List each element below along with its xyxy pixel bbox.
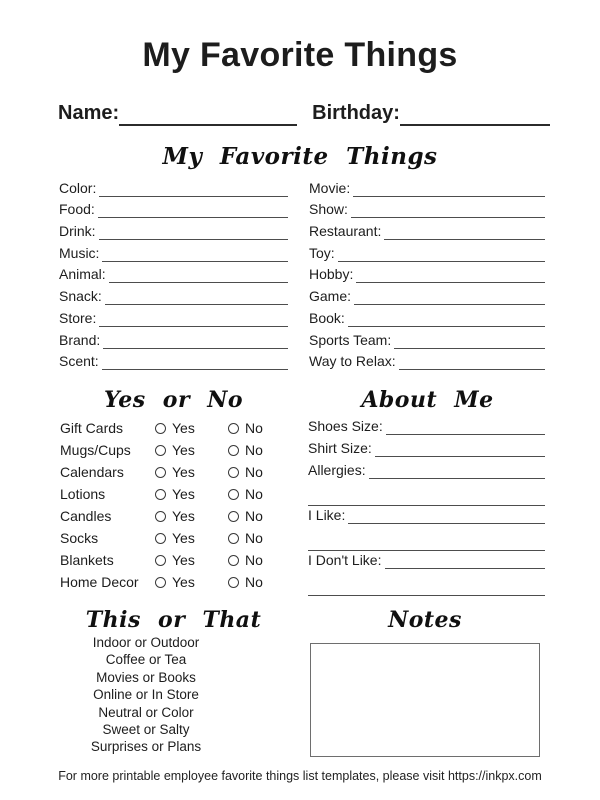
this-or-that-list [60,634,232,756]
field-label: Toy: [309,244,335,261]
field-label: Allergies: [308,462,366,478]
radio-icon[interactable] [228,577,239,588]
field-row [309,218,545,240]
yes-or-no-rows [60,417,288,593]
about-me-heading: About Me [361,387,494,413]
yes-no-row [60,483,288,505]
yes-label: Yes [172,574,195,590]
field-row [309,349,545,371]
field-row [59,327,288,349]
yes-option[interactable] [155,508,228,524]
radio-icon[interactable] [155,533,166,544]
field-label: Way to Relax: [309,353,396,370]
no-option[interactable] [228,552,288,568]
yes-label: Yes [172,420,195,436]
yes-label: Yes [172,442,195,458]
field-input-line[interactable] [99,218,288,240]
name-label: Name: [58,102,120,124]
this-or-that-item: Indoor or Outdoor [92,635,200,650]
field-input-line[interactable] [394,327,545,349]
yes-option[interactable] [155,442,228,458]
no-label: No [245,486,263,502]
yes-no-item-label: Gift Cards [60,420,124,436]
field-row [309,240,545,262]
field-label: Music: [59,244,100,261]
no-label: No [245,508,263,524]
no-label: No [245,442,263,458]
field-label: Shirt Size: [308,440,372,456]
no-label: No [245,420,263,436]
field-input-line[interactable] [99,305,288,327]
field-input-line[interactable] [375,439,545,457]
field-input-line[interactable] [98,197,288,219]
field-input-line[interactable] [348,506,545,524]
radio-icon[interactable] [228,511,239,522]
radio-icon[interactable] [155,423,166,434]
continuation-line[interactable] [308,488,545,506]
yes-no-item-label: Mugs/Cups [60,442,131,458]
yes-option[interactable] [155,464,228,480]
field-input-line[interactable] [353,175,545,197]
field-input-line[interactable] [105,283,288,305]
field-label: Sports Team: [309,331,392,348]
radio-icon[interactable] [228,489,239,500]
continuation-line[interactable] [308,578,545,596]
field-row [59,349,288,371]
this-or-that-item: Surprises or Plans [90,739,202,755]
field-row [309,283,545,305]
no-label: No [245,464,263,480]
about-me-rows [308,417,545,599]
field-input-line[interactable] [356,262,545,284]
field-label: Store: [59,309,97,326]
about-row [308,461,545,479]
this-or-that-item: Online or In Store [93,687,199,703]
field-label: Show: [309,201,348,218]
field-label: Game: [309,288,352,305]
field-label: Drink: [59,223,96,240]
field-input-line[interactable] [99,175,288,197]
field-row [309,305,545,327]
about-row [308,439,545,457]
about-row [308,506,545,524]
field-label: Hobby: [309,266,354,283]
field-label: Animal: [59,266,106,283]
this-or-that-item: Movies or Books [96,669,196,685]
field-row [59,240,288,262]
no-label: No [245,552,263,568]
yes-option[interactable] [155,552,228,568]
yes-no-item-label: Calendars [60,464,124,480]
field-input-line[interactable] [348,305,545,327]
field-input-line[interactable] [386,417,545,435]
field-label: Snack: [59,288,102,305]
radio-icon[interactable] [228,467,239,478]
radio-icon[interactable] [155,511,166,522]
field-input-line[interactable] [338,240,545,262]
field-row [59,218,288,240]
field-row [309,175,545,197]
no-option[interactable] [228,508,288,524]
yes-option[interactable] [155,574,228,590]
this-or-that-heading: This or That [85,607,262,633]
field-input-line[interactable] [354,283,545,305]
no-label: No [245,530,263,546]
yes-label: Yes [172,508,195,524]
favorites-left-column [59,175,288,370]
radio-icon[interactable] [155,467,166,478]
continuation-line[interactable] [308,533,545,551]
notes-box[interactable] [310,643,540,757]
yes-or-no-heading: Yes or No [103,387,244,413]
no-option[interactable] [228,420,288,436]
about-row [308,417,545,435]
field-label: I Don't Like: [308,552,382,568]
yes-label: Yes [172,464,195,480]
no-label: No [245,574,263,590]
yes-no-row [60,461,288,483]
birthday-input-line[interactable] [400,102,550,126]
yes-no-row [60,505,288,527]
yes-option[interactable] [155,486,228,502]
favorites-right-column [309,175,545,370]
yes-label: Yes [172,530,195,546]
about-row [308,551,545,569]
this-or-that-item: Neutral or Color [98,704,194,720]
field-label: Restaurant: [309,223,382,240]
radio-icon[interactable] [155,489,166,500]
this-or-that-item: Coffee or Tea [105,652,187,668]
no-option[interactable] [228,442,288,458]
notes-heading: Notes [388,607,462,633]
field-input-line[interactable] [369,461,545,479]
yes-option[interactable] [155,420,228,436]
yes-no-item-label: Blankets [60,552,114,568]
yes-no-row [60,417,288,439]
field-row [309,327,545,349]
field-label: Book: [309,309,345,326]
radio-icon[interactable] [228,555,239,566]
no-option[interactable] [228,464,288,480]
field-row [309,262,545,284]
birthday-label: Birthday: [312,102,400,124]
field-row [309,197,545,219]
yes-no-item-label: Lotions [60,486,106,502]
yes-label: Yes [172,486,195,502]
name-birthday-row [58,102,550,126]
radio-icon[interactable] [228,445,239,456]
field-row [59,262,288,284]
footer-note: For more printable employee favorite things list templates, please visit https://inkpx.com [58,769,542,783]
radio-icon[interactable] [155,445,166,456]
yes-no-row [60,571,288,593]
yes-no-row [60,527,288,549]
field-input-line[interactable] [109,262,288,284]
name-input-line[interactable] [119,102,297,126]
field-row [59,283,288,305]
this-or-that-item: Sweet or Salty [102,722,190,738]
yes-no-row [60,439,288,461]
yes-label: Yes [172,552,195,568]
no-option[interactable] [228,486,288,502]
no-option[interactable] [228,530,288,546]
field-label: Movie: [309,179,351,196]
yes-no-row [60,549,288,571]
field-input-line[interactable] [103,327,288,349]
field-input-line[interactable] [351,197,545,219]
favorites-section-heading: My Favorite Things [162,143,438,170]
field-label: Food: [59,201,95,218]
radio-icon[interactable] [228,533,239,544]
no-option[interactable] [228,574,288,590]
field-row [59,305,288,327]
field-label: Brand: [59,331,101,348]
page-title: My Favorite Things [142,36,458,74]
field-input-line[interactable] [399,349,545,371]
yes-no-item-label: Socks [60,530,99,546]
radio-icon[interactable] [155,555,166,566]
field-label: I Like: [308,507,346,523]
radio-icon[interactable] [228,423,239,434]
yes-option[interactable] [155,530,228,546]
radio-icon[interactable] [155,577,166,588]
field-label: Scent: [59,353,99,370]
yes-no-item-label: Candles [60,508,112,524]
field-input-line[interactable] [102,240,288,262]
field-label: Shoes Size: [308,418,383,434]
field-row [59,197,288,219]
yes-no-item-label: Home Decor [60,574,139,590]
field-row [59,175,288,197]
field-input-line[interactable] [102,349,288,371]
field-input-line[interactable] [384,218,545,240]
field-input-line[interactable] [385,551,546,569]
field-label: Color: [59,179,97,196]
